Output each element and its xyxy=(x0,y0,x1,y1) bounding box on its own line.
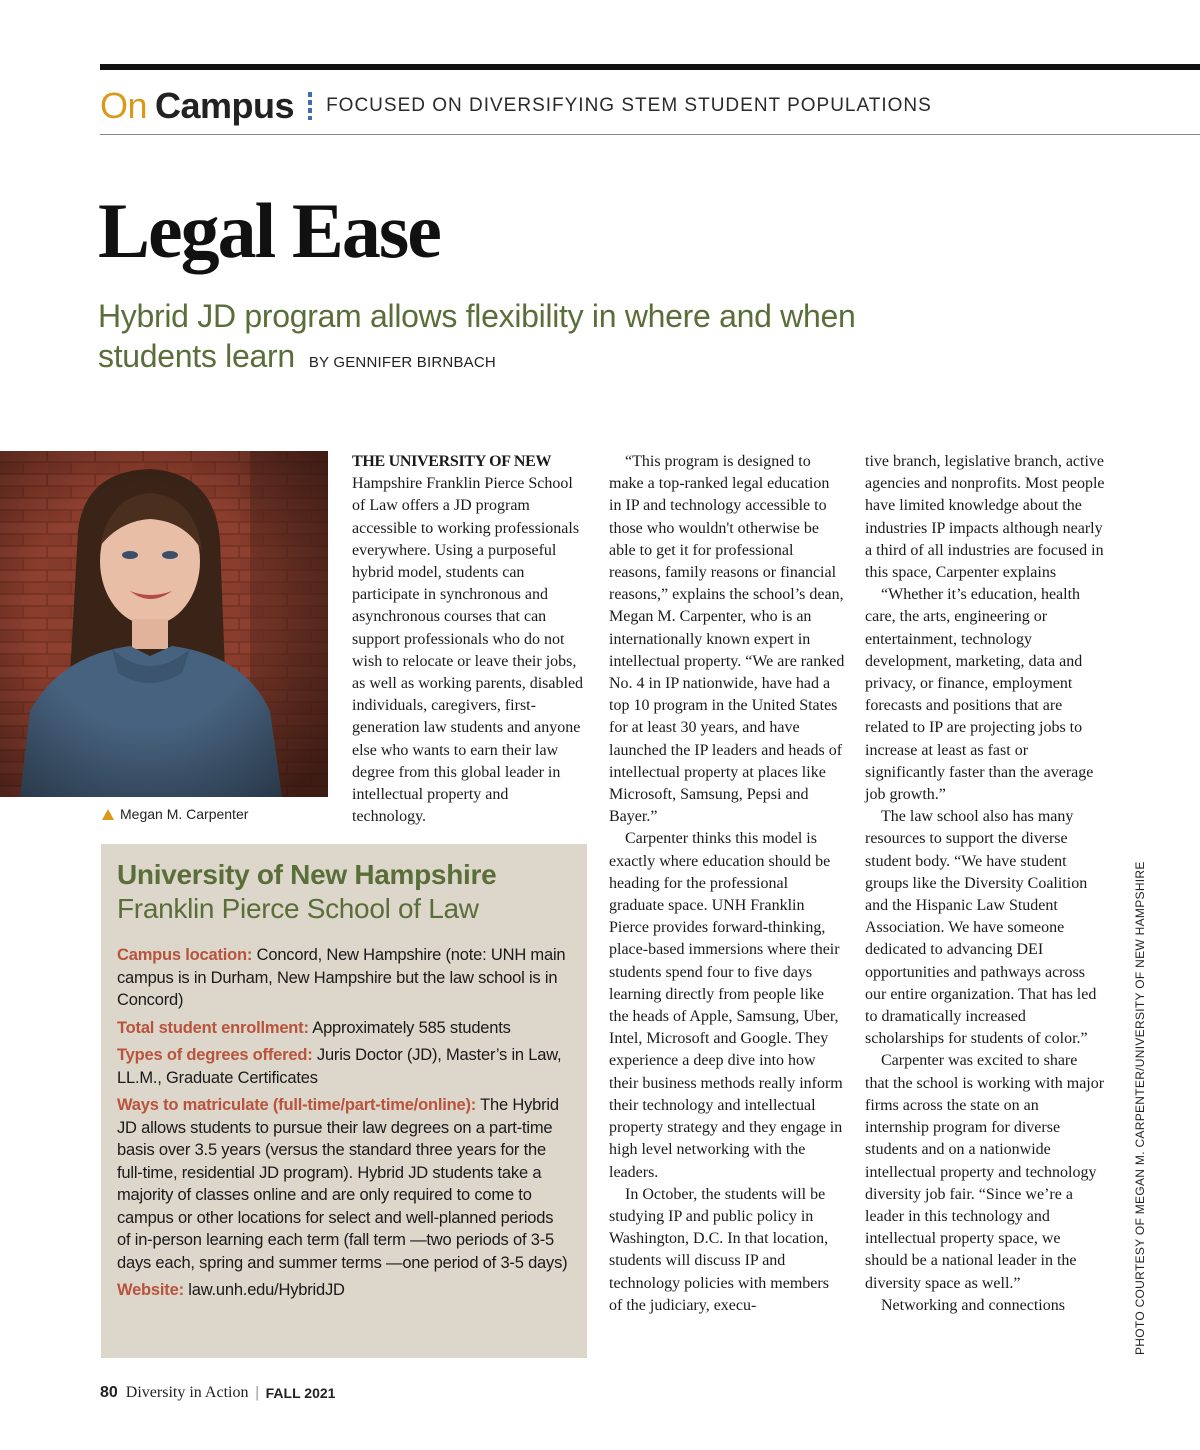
header-rule xyxy=(100,134,1200,135)
body-paragraph xyxy=(352,451,584,828)
section-tagline: FOCUSED ON DIVERSIFYING STEM STUDENT POPULATIONS xyxy=(326,95,932,116)
body-paragraph: The law school also has many resources to support the diverse student body. “We have student groups like the Diversity Coalition and the Hispanic Law Student Association. We have someone dedicated to advancing DEI opportunities and pathways across our entire organization. That has led to dramatically increased scholarships for students of color.” xyxy=(865,808,1097,1048)
lead-in: THE UNIVERSITY OF NEW xyxy=(352,453,552,470)
page-footer xyxy=(100,1384,335,1402)
website-link[interactable]: law.unh.edu/HybridJD xyxy=(188,1281,345,1299)
triangle-icon xyxy=(102,809,114,820)
deck-text: Hybrid JD program allows flexibility in where and when students learn xyxy=(98,298,856,374)
publication-name: Diversity in Action xyxy=(125,1384,249,1401)
fact-value: The Hybrid JD allows students to pursue their law degrees on a part-time basis over 3.5 years (versus the standard three years for the full-time, residential JD program). Hybrid JD students take a majority of classes online and are only required to come to campus or other locations for select and well-planned periods of in-person learning each term (fall term —two periods of 3-5 days each, spring and summer terms —one period of 3-5 days) xyxy=(117,1096,568,1272)
body-column-1 xyxy=(352,451,584,828)
body-paragraph: Carpenter was excited to share that the school is working with major firms across the state on an internship program for diverse students and on a nationwide intellectual property and technology diversity job fair. “Since we’re a leader in this technology and intellectual property space, we should be a national leader in the diversity space as well.” xyxy=(865,1052,1105,1292)
fact-degrees xyxy=(117,1044,571,1089)
body-paragraph: tive branch, legislative branch, active agencies and nonprofits. Most people have limited knowledge about the industries IP impacts although nearly a third of all industries are focused in this space, Carpenter explains xyxy=(865,453,1105,582)
fact-ways xyxy=(117,1094,571,1274)
portrait-illustration xyxy=(0,451,328,797)
issue-date: FALL 2021 xyxy=(265,1385,336,1401)
top-rule xyxy=(100,64,1200,70)
fact-label: Website: xyxy=(117,1281,184,1299)
fact-value: Approximately 585 students xyxy=(312,1018,511,1037)
article-title: Legal Ease xyxy=(98,187,440,274)
portrait-photo xyxy=(0,451,328,797)
fact-box-title: University of New Hampshire xyxy=(117,859,497,890)
fact-website xyxy=(117,1279,571,1302)
body-paragraph: “Whether it’s education, health care, the arts, engineering or entertainment, technology development, marketing, data and privacy, or finance, employment forecasts and positions that are related to IP are projecting jobs to increase at least as fast or significantly faster than the average job growth.” xyxy=(865,586,1094,804)
photo-caption xyxy=(102,806,248,822)
fact-value: Concord, New Hampshire (note: UNH main campus is in Durham, New Hampshire but the law school is in Concord) xyxy=(117,946,566,1009)
footer-separator: | xyxy=(255,1384,259,1401)
fact-enrollment xyxy=(117,1017,571,1040)
body-column-3 xyxy=(865,451,1105,1317)
fact-label: Ways to matriculate (full-time/part-time/online): xyxy=(117,1096,477,1114)
body-paragraph: “This program is designed to make a top-ranked legal education in IP and technology accessible to those who wouldn't otherwise be able to get it for professional reasons, family reasons or financial reasons,” explains the school’s dean, Megan M. Carpenter, who is an internationally known expert in intellectual property. “We are ranked No. 4 in IP nationwide, have had a top 10 program in the United States for at least 30 years, and have launched the IP leaders and heads of intellectual property at places like Microsoft, Samsung, Pepsi and Bayer.” xyxy=(609,453,845,826)
caption-text: Megan M. Carpenter xyxy=(120,806,249,822)
photo-credit: PHOTO COURTESY OF MEGAN M. CARPENTER/UNIVERSITY OF NEW HAMPSHIRE xyxy=(1133,861,1147,1355)
body-column-2 xyxy=(609,451,845,1317)
byline: BY GENNIFER BIRNBACH xyxy=(308,354,496,371)
paragraph-text: Hampshire Franklin Pierce School of Law offers a JD program accessible to working professionals everywhere. Using a purposeful hybrid model, students can participate in synchronous and asynchronous courses that can support professionals who do not wish to relocate or leave their jobs, as well as working parents, disabled individuals, caregivers, first-generation law students and anyone else who wants to earn their law degree from this global leader in intellectual property and technology. xyxy=(352,475,584,826)
fact-value: Juris Doctor (JD), Master’s in Law, LL.M., Graduate Certificates xyxy=(117,1046,562,1087)
section-campus: Campus xyxy=(155,85,295,126)
fact-label: Total student enrollment: xyxy=(117,1018,309,1037)
dotted-divider-icon xyxy=(308,92,312,120)
body-paragraph: Carpenter thinks this model is exactly where education should be heading for the professional graduate space. UNH Franklin Pierce provides forward-thinking, place-based immersions where their students spend four to five days learning directly from people like the heads of Apple, Samsung, Uber, Intel, Microsoft and Google. They experience a deep dive into how their business methods really inform their technology and intellectual property strategy and they engage in high level networking with the leaders. xyxy=(609,830,843,1181)
body-paragraph: In October, the students will be studying IP and public policy in Washington, D.C. In that location, students will discuss IP and technology policies with members of the judiciary, execu- xyxy=(609,1185,829,1314)
section-on: On xyxy=(100,85,148,126)
fact-label: Types of degrees offered: xyxy=(117,1046,313,1064)
article-deck xyxy=(98,296,858,383)
fact-box-subtitle: Franklin Pierce School of Law xyxy=(117,893,479,924)
section-header xyxy=(100,82,932,130)
body-paragraph: Networking and connections xyxy=(881,1296,1065,1314)
page-number: 80 xyxy=(100,1384,118,1401)
fact-label: Campus location: xyxy=(117,946,253,964)
fact-box xyxy=(101,844,587,1358)
fact-location xyxy=(117,944,571,1012)
